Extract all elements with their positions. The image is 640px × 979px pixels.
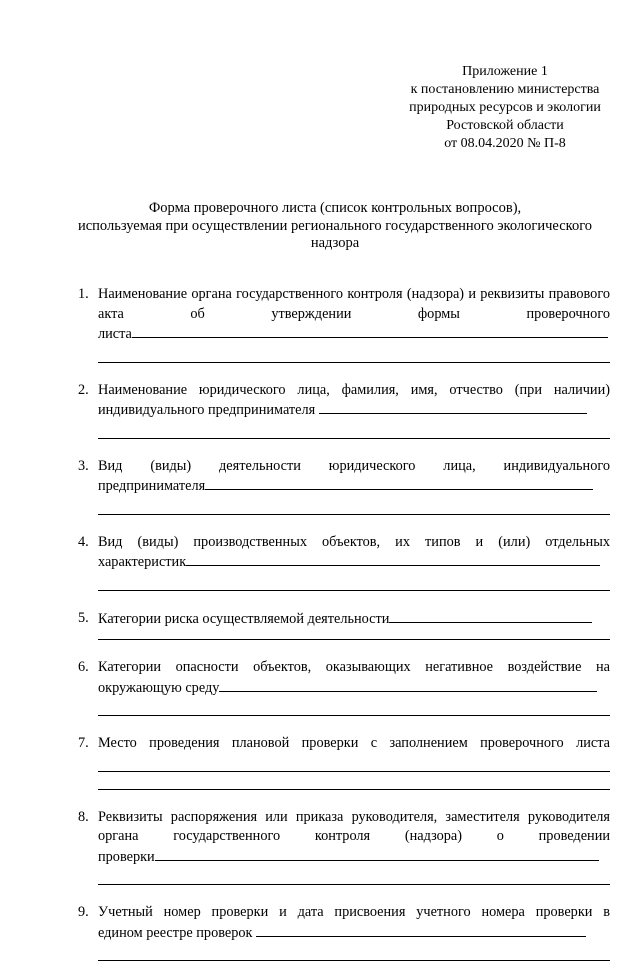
- appendix-line: Приложение 1: [462, 64, 548, 79]
- answer-line[interactable]: [98, 754, 610, 772]
- list-item: [74, 658, 610, 716]
- item-text: [98, 734, 610, 754]
- item-number: 2.: [78, 381, 89, 398]
- answer-line[interactable]: [98, 497, 610, 515]
- answer-line[interactable]: [98, 421, 610, 439]
- answer-field[interactable]: [132, 324, 608, 338]
- appendix-header: [360, 63, 640, 153]
- form-title-line: надзора: [310, 235, 360, 251]
- answer-field[interactable]: [219, 678, 597, 692]
- list-item: [74, 381, 610, 439]
- list-item: [74, 533, 610, 591]
- item-text: [98, 285, 610, 324]
- list-item: [74, 734, 610, 790]
- item-text-end: предпринимателя: [98, 478, 206, 494]
- appendix-line: к постановлению министерства: [410, 82, 600, 97]
- answer-field[interactable]: [205, 476, 593, 490]
- item-text-main: Наименование юридического лица, фамилия, имя, отчество (при наличии): [98, 381, 610, 398]
- item-text-main: Наименование органа государственного контроля (надзора) и реквизиты правового акта об утверждении формы проверочного: [98, 286, 610, 322]
- answer-line[interactable]: [98, 698, 610, 716]
- item-number: 8.: [78, 808, 89, 825]
- answer-field[interactable]: [389, 609, 592, 623]
- item-text-main: Место проведения плановой проверки с заполнением проверочного листа: [98, 735, 610, 751]
- item-number: 3.: [78, 457, 89, 474]
- answer-line[interactable]: [98, 629, 610, 640]
- item-text-tail: [98, 923, 610, 944]
- item-text-tail: [98, 847, 610, 868]
- item-text-tail: [98, 552, 610, 573]
- list-item: [74, 285, 610, 363]
- question-list: [74, 285, 610, 979]
- item-number: 1.: [78, 286, 89, 302]
- list-item: [74, 808, 610, 886]
- item-text: [98, 381, 610, 401]
- appendix-line: от 08.04.2020 № П-8: [444, 136, 566, 151]
- answer-field[interactable]: [186, 552, 600, 566]
- item-text: [98, 658, 610, 678]
- item-text-tail: [98, 324, 610, 345]
- item-text: [98, 457, 610, 477]
- item-text-tail: [98, 678, 610, 699]
- item-number: 4.: [78, 533, 89, 550]
- item-text-end: едином реестре проверок: [98, 924, 253, 941]
- answer-line[interactable]: [98, 943, 610, 961]
- list-item: [74, 609, 610, 641]
- answer-field[interactable]: [155, 847, 599, 861]
- item-text-end: листа: [98, 326, 132, 342]
- item-text-tail: [98, 400, 610, 421]
- list-item: [74, 903, 610, 961]
- item-text-end: проверки: [98, 848, 155, 865]
- answer-field[interactable]: [256, 923, 586, 937]
- item-text-main: Учетный номер проверки и дата присвоения учетного номера проверки в: [98, 904, 610, 920]
- item-text-main: Вид (виды) производственных объектов, их типов и (или) отдельных: [98, 533, 610, 550]
- form-title-line: используемая при осуществлении регионального государственного экологического: [77, 217, 593, 234]
- answer-line[interactable]: [98, 345, 610, 363]
- item-text: [98, 533, 610, 553]
- item-text-main: Реквизиты распоряжения или приказа руководителя, заместителя руководителя органа государственного контроля (надзора) о проведении: [98, 808, 610, 844]
- item-text-main: Вид (виды) деятельности юридического лица, индивидуального: [98, 457, 610, 474]
- item-text: [98, 609, 610, 630]
- item-number: 5.: [78, 609, 89, 626]
- answer-line[interactable]: [98, 867, 610, 885]
- item-text: [98, 808, 610, 847]
- item-number: 9.: [78, 904, 89, 920]
- item-number: 6.: [78, 659, 89, 675]
- item-text-end: характеристик: [98, 554, 187, 570]
- item-text-main: Категории опасности объектов, оказывающих негативное воздействие на: [98, 659, 610, 675]
- item-number: 7.: [78, 735, 89, 751]
- answer-field[interactable]: [319, 400, 587, 414]
- list-item: [74, 457, 610, 515]
- answer-line[interactable]: [98, 573, 610, 591]
- item-text-end: индивидуального предпринимателя: [98, 402, 316, 418]
- form-title-line: Форма проверочного листа (список контрольных вопросов),: [148, 200, 522, 216]
- item-text-end: окружающую среду: [98, 679, 220, 696]
- form-title: [40, 200, 630, 253]
- answer-line[interactable]: [98, 772, 610, 790]
- appendix-line: Ростовской области: [446, 118, 564, 133]
- item-text-main: Категории риска осуществляемой деятельности: [98, 610, 390, 627]
- item-text: [98, 903, 610, 923]
- item-text-tail: [98, 476, 610, 497]
- appendix-line: природных ресурсов и экологии: [409, 100, 601, 115]
